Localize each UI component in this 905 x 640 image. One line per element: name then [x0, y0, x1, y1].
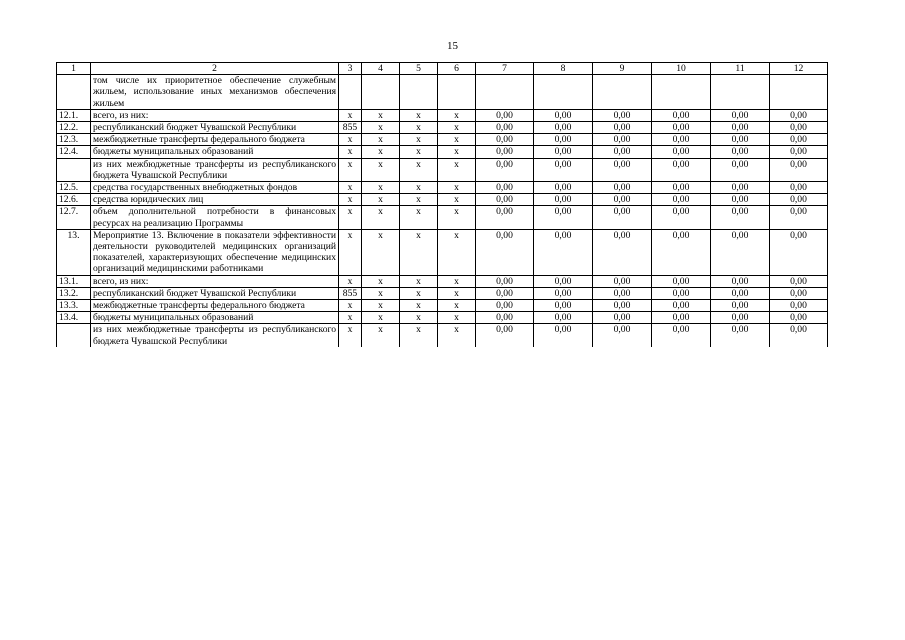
row-description: средства государственных внебюджетных фондов — [91, 182, 339, 194]
code-cell: x — [339, 182, 362, 194]
amount-cell: 0,00 — [711, 109, 770, 121]
table-row — [57, 300, 828, 312]
amount-cell: 0,00 — [593, 182, 652, 194]
code-cell: x — [339, 194, 362, 206]
code-cell: x — [339, 146, 362, 158]
amount-cell: 0,00 — [652, 206, 711, 229]
amount-cell: 0,00 — [476, 324, 534, 347]
amount-cell — [476, 75, 534, 110]
amount-cell: 0,00 — [652, 134, 711, 146]
amount-cell: 0,00 — [534, 206, 593, 229]
table-row — [57, 206, 828, 229]
row-description: всего, из них: — [91, 275, 339, 287]
code-cell: x — [438, 300, 476, 312]
code-cell: x — [400, 182, 438, 194]
amount-cell: 0,00 — [593, 109, 652, 121]
amount-cell: 0,00 — [711, 134, 770, 146]
amount-cell: 0,00 — [476, 146, 534, 158]
amount-cell: 0,00 — [770, 312, 828, 324]
code-cell: x — [400, 206, 438, 229]
code-cell: x — [362, 194, 400, 206]
code-cell: x — [400, 275, 438, 287]
table-row — [57, 275, 828, 287]
amount-cell: 0,00 — [476, 134, 534, 146]
amount-cell: 0,00 — [711, 275, 770, 287]
amount-cell: 0,00 — [711, 182, 770, 194]
table-row — [57, 229, 828, 275]
row-number: 12.1. — [57, 109, 91, 121]
code-cell: x — [438, 146, 476, 158]
table-body — [57, 63, 828, 347]
amount-cell: 0,00 — [770, 158, 828, 181]
column-number: 3 — [339, 63, 362, 75]
amount-cell: 0,00 — [652, 122, 711, 134]
table-row — [57, 75, 828, 110]
amount-cell: 0,00 — [476, 109, 534, 121]
row-number: 13.3. — [57, 300, 91, 312]
column-number: 12 — [770, 63, 828, 75]
code-cell: x — [400, 312, 438, 324]
column-number: 5 — [400, 63, 438, 75]
column-number: 6 — [438, 63, 476, 75]
column-number: 1 — [57, 63, 91, 75]
code-cell: x — [362, 158, 400, 181]
code-cell: x — [362, 146, 400, 158]
amount-cell: 0,00 — [770, 146, 828, 158]
code-cell: x — [362, 324, 400, 347]
amount-cell: 0,00 — [476, 229, 534, 275]
amount-cell: 0,00 — [593, 122, 652, 134]
column-number: 4 — [362, 63, 400, 75]
code-cell: x — [438, 324, 476, 347]
code-cell: x — [362, 109, 400, 121]
amount-cell: 0,00 — [593, 229, 652, 275]
code-cell: x — [400, 324, 438, 347]
row-number: 13. — [57, 229, 91, 275]
column-number: 11 — [711, 63, 770, 75]
column-number: 9 — [593, 63, 652, 75]
amount-cell: 0,00 — [593, 324, 652, 347]
amount-cell: 0,00 — [534, 146, 593, 158]
code-cell: x — [362, 134, 400, 146]
amount-cell: 0,00 — [593, 287, 652, 299]
row-number: 13.4. — [57, 312, 91, 324]
amount-cell: 0,00 — [593, 300, 652, 312]
code-cell — [339, 75, 362, 110]
amount-cell — [652, 75, 711, 110]
amount-cell: 0,00 — [476, 122, 534, 134]
amount-cell: 0,00 — [593, 206, 652, 229]
amount-cell: 0,00 — [593, 194, 652, 206]
amount-cell: 0,00 — [770, 275, 828, 287]
code-cell: x — [438, 287, 476, 299]
table-row — [57, 134, 828, 146]
amount-cell: 0,00 — [711, 229, 770, 275]
amount-cell: 0,00 — [652, 182, 711, 194]
table-row — [57, 109, 828, 121]
code-cell — [438, 75, 476, 110]
code-cell: x — [339, 275, 362, 287]
row-description: республиканский бюджет Чувашской Республики — [91, 287, 339, 299]
row-description: из них межбюджетные трансферты из республиканского бюджета Чувашской Республики — [91, 324, 339, 347]
amount-cell — [770, 75, 828, 110]
amount-cell: 0,00 — [711, 324, 770, 347]
amount-cell — [711, 75, 770, 110]
amount-cell: 0,00 — [476, 158, 534, 181]
amount-cell: 0,00 — [711, 158, 770, 181]
amount-cell: 0,00 — [652, 312, 711, 324]
row-number: 12.4. — [57, 146, 91, 158]
amount-cell: 0,00 — [711, 287, 770, 299]
code-cell: x — [400, 122, 438, 134]
row-number: 12.2. — [57, 122, 91, 134]
row-description: Мероприятие 13. Включение в показатели эффективности деятельности руководителей медицинских организаций показателей, характеризующих обеспечение медицинских организаций медицинскими работниками — [91, 229, 339, 275]
code-cell: x — [339, 324, 362, 347]
amount-cell: 0,00 — [476, 300, 534, 312]
column-number: 7 — [476, 63, 534, 75]
row-description: из них межбюджетные трансферты из республиканского бюджета Чувашской Республики — [91, 158, 339, 181]
code-cell: x — [362, 275, 400, 287]
amount-cell: 0,00 — [652, 287, 711, 299]
code-cell: x — [362, 182, 400, 194]
code-cell: x — [339, 158, 362, 181]
code-cell: x — [400, 134, 438, 146]
code-cell: x — [339, 134, 362, 146]
code-cell: x — [438, 158, 476, 181]
code-cell: x — [362, 300, 400, 312]
code-cell: x — [362, 312, 400, 324]
page-number: 15 — [447, 40, 458, 52]
row-description: всего, из них: — [91, 109, 339, 121]
amount-cell: 0,00 — [534, 324, 593, 347]
amount-cell: 0,00 — [770, 300, 828, 312]
table-row — [57, 158, 828, 181]
amount-cell: 0,00 — [770, 134, 828, 146]
amount-cell: 0,00 — [534, 194, 593, 206]
code-cell: x — [362, 122, 400, 134]
column-number-row — [57, 63, 828, 75]
amount-cell: 0,00 — [476, 182, 534, 194]
amount-cell: 0,00 — [770, 194, 828, 206]
amount-cell: 0,00 — [652, 109, 711, 121]
amount-cell: 0,00 — [770, 206, 828, 229]
amount-cell: 0,00 — [593, 312, 652, 324]
row-number: 12.3. — [57, 134, 91, 146]
amount-cell: 0,00 — [593, 275, 652, 287]
amount-cell: 0,00 — [652, 146, 711, 158]
amount-cell: 0,00 — [711, 194, 770, 206]
amount-cell: 0,00 — [534, 275, 593, 287]
code-cell: x — [438, 312, 476, 324]
code-cell: x — [438, 182, 476, 194]
code-cell: x — [339, 229, 362, 275]
code-cell: x — [400, 158, 438, 181]
amount-cell: 0,00 — [593, 134, 652, 146]
amount-cell: 0,00 — [476, 194, 534, 206]
row-number: 12.5. — [57, 182, 91, 194]
code-cell: x — [438, 194, 476, 206]
amount-cell: 0,00 — [534, 134, 593, 146]
code-cell: x — [339, 206, 362, 229]
code-cell: x — [438, 122, 476, 134]
amount-cell: 0,00 — [770, 324, 828, 347]
column-number: 2 — [91, 63, 339, 75]
table-row — [57, 182, 828, 194]
amount-cell: 0,00 — [652, 158, 711, 181]
row-number: 12.7. — [57, 206, 91, 229]
table-row — [57, 287, 828, 299]
row-description: бюджеты муниципальных образований — [91, 312, 339, 324]
amount-cell: 0,00 — [770, 182, 828, 194]
amount-cell: 0,00 — [593, 158, 652, 181]
row-description: средства юридических лиц — [91, 194, 339, 206]
table-row — [57, 122, 828, 134]
code-cell: x — [438, 109, 476, 121]
row-number: 13.2. — [57, 287, 91, 299]
amount-cell: 0,00 — [711, 146, 770, 158]
code-cell: x — [400, 300, 438, 312]
row-description: межбюджетные трансферты федерального бюджета — [91, 300, 339, 312]
amount-cell: 0,00 — [770, 229, 828, 275]
table-row — [57, 312, 828, 324]
amount-cell: 0,00 — [652, 229, 711, 275]
amount-cell: 0,00 — [476, 206, 534, 229]
code-cell: x — [339, 109, 362, 121]
code-cell — [362, 75, 400, 110]
amount-cell: 0,00 — [652, 324, 711, 347]
amount-cell: 0,00 — [534, 312, 593, 324]
row-number — [57, 324, 91, 347]
code-cell — [400, 75, 438, 110]
amount-cell: 0,00 — [711, 122, 770, 134]
amount-cell — [534, 75, 593, 110]
amount-cell: 0,00 — [534, 287, 593, 299]
table-row — [57, 324, 828, 347]
code-cell: x — [362, 229, 400, 275]
row-number — [57, 75, 91, 110]
row-description: объем дополнительной потребности в финансовых ресурсах на реализацию Программы — [91, 206, 339, 229]
code-cell: x — [362, 206, 400, 229]
column-number: 8 — [534, 63, 593, 75]
amount-cell: 0,00 — [711, 300, 770, 312]
amount-cell: 0,00 — [534, 158, 593, 181]
code-cell: x — [362, 287, 400, 299]
code-cell: x — [438, 275, 476, 287]
amount-cell: 0,00 — [534, 182, 593, 194]
amount-cell: 0,00 — [652, 275, 711, 287]
amount-cell: 0,00 — [593, 146, 652, 158]
row-number: 12.6. — [57, 194, 91, 206]
amount-cell: 0,00 — [534, 300, 593, 312]
amount-cell: 0,00 — [711, 206, 770, 229]
amount-cell: 0,00 — [770, 287, 828, 299]
code-cell: x — [400, 146, 438, 158]
amount-cell: 0,00 — [711, 312, 770, 324]
row-description: бюджеты муниципальных образований — [91, 146, 339, 158]
amount-cell: 0,00 — [534, 109, 593, 121]
row-description: межбюджетные трансферты федерального бюджета — [91, 134, 339, 146]
budget-table — [56, 62, 828, 347]
code-cell: x — [339, 312, 362, 324]
code-cell: 855 — [339, 122, 362, 134]
amount-cell: 0,00 — [652, 300, 711, 312]
table-row — [57, 194, 828, 206]
amount-cell: 0,00 — [534, 122, 593, 134]
code-cell: x — [438, 229, 476, 275]
amount-cell — [593, 75, 652, 110]
code-cell: x — [400, 287, 438, 299]
amount-cell: 0,00 — [770, 122, 828, 134]
code-cell: x — [400, 229, 438, 275]
row-description: республиканский бюджет Чувашской Республики — [91, 122, 339, 134]
code-cell: x — [400, 109, 438, 121]
row-description: том числе их приоритетное обеспечение служебным жильем, использование иных механизмов обеспечения жильем — [91, 75, 339, 110]
code-cell: x — [438, 206, 476, 229]
row-number: 13.1. — [57, 275, 91, 287]
amount-cell: 0,00 — [476, 287, 534, 299]
amount-cell: 0,00 — [770, 109, 828, 121]
amount-cell: 0,00 — [652, 194, 711, 206]
code-cell: x — [400, 194, 438, 206]
amount-cell: 0,00 — [534, 229, 593, 275]
amount-cell: 0,00 — [476, 312, 534, 324]
amount-cell: 0,00 — [476, 275, 534, 287]
column-number: 10 — [652, 63, 711, 75]
code-cell: x — [438, 134, 476, 146]
code-cell: 855 — [339, 287, 362, 299]
code-cell: x — [339, 300, 362, 312]
row-number — [57, 158, 91, 181]
table-row — [57, 146, 828, 158]
